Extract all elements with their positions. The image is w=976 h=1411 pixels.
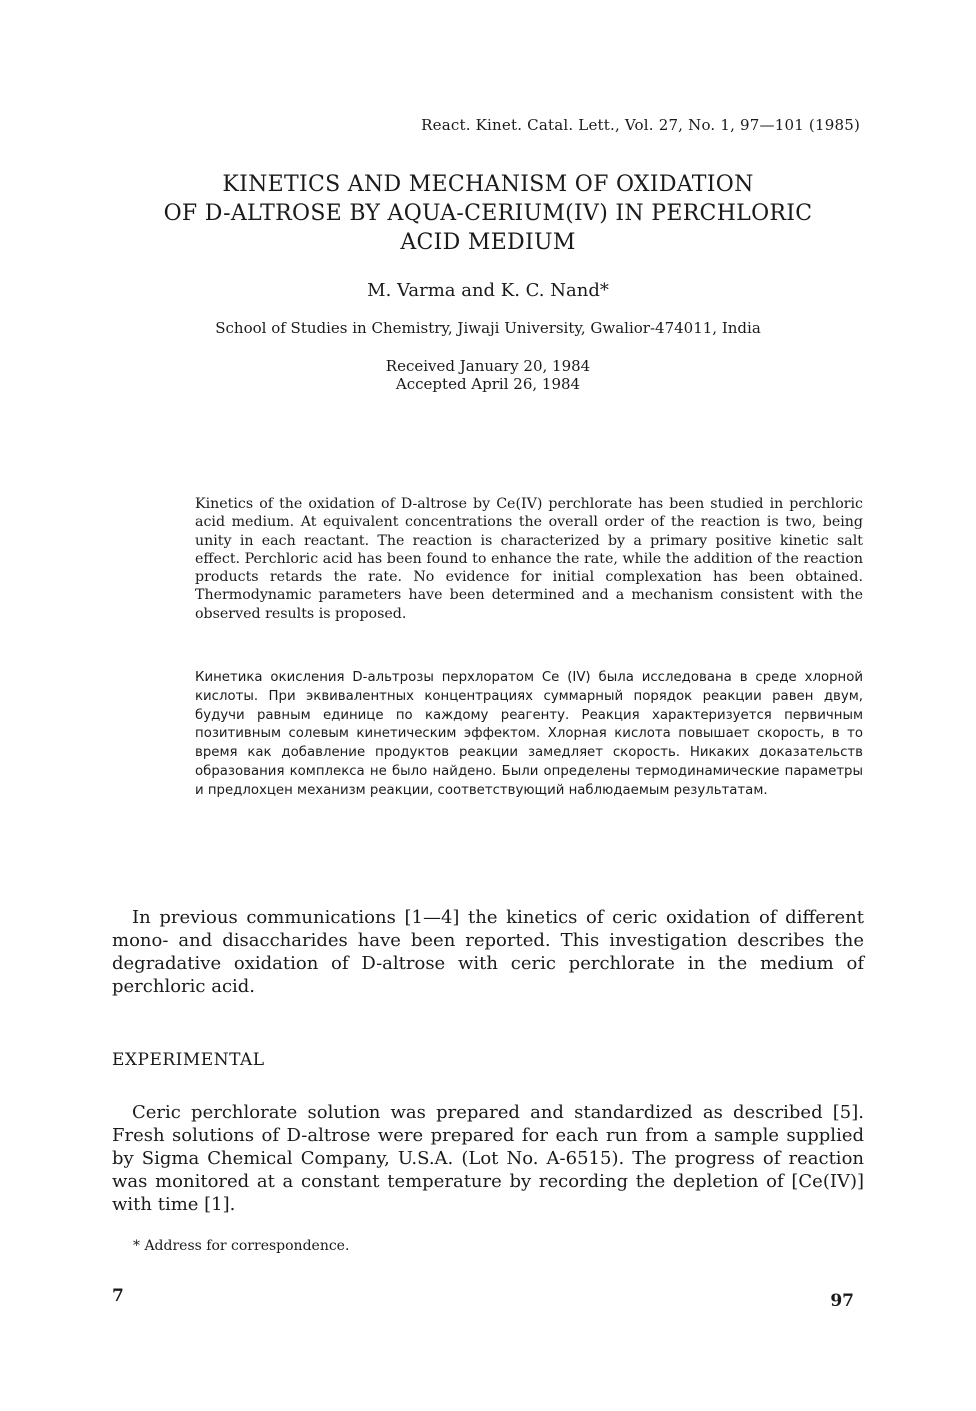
journal-reference: React. Kinet. Catal. Lett., Vol. 27, No. 1, 97—101 (1985) — [421, 116, 860, 134]
dates — [0, 357, 976, 393]
paper-title — [110, 170, 866, 257]
intro-paragraph: In previous communications [1—4] the kinetics of ceric oxidation of different mono- and disaccharides have been reported. This investigation describes the degradative oxidation of D-altrose with ceric perchlorate in the medium of perchloric acid. — [112, 907, 864, 997]
footnote: * Address for correspondence. — [133, 1238, 350, 1254]
signature-mark: 7 — [112, 1286, 124, 1306]
affiliation: School of Studies in Chemistry, Jiwaji University, Gwalior-474011, India — [215, 319, 761, 337]
authors: M. Varma and K. C. Nand* — [367, 280, 609, 301]
title-line-3: ACID MEDIUM — [400, 230, 576, 255]
title-line-2: OF D-ALTROSE BY AQUA-CERIUM(IV) IN PERCHLORIC — [163, 201, 813, 226]
section-heading: EXPERIMENTAL — [112, 1050, 265, 1070]
received-date: Received January 20, 1984 — [385, 357, 591, 375]
abstract-russian: Кинетика окисления D-альтрозы перхлоратом Ce (IV) была исследована в среде хлорной кислоты. При эквивалентных концентрациях суммарный порядок реакции равен двум, будучи равным единице по каждому реагенту. Реакция характеризуется первичным позитивным солевым кинетическим эффектом. Хлорная кислота повышает скорость, в то время как добавление продуктов реакции замедляет скорость. Никаких доказательств образования комплекса не было найдено. Были определены термодинамические параметры и предлохцен механизм реакции, соответствующий наблюдаемым результатам. — [195, 670, 863, 798]
experimental-paragraph: Ceric perchlorate solution was prepared and standardized as described [5]. Fresh solutions of D-altrose were prepared for each run from a sample supplied by Sigma Chemical Company, U.S.A. (Lot No. A-6515). The progress of reaction was monitored at a constant temperature by recording the depletion of [Ce(IV)] with time [1]. — [112, 1102, 864, 1215]
page-number: 97 — [830, 1291, 854, 1311]
title-line-1: KINETICS AND MECHANISM OF OXIDATION — [222, 172, 754, 197]
accepted-date: Accepted April 26, 1984 — [395, 375, 581, 393]
abstract-english: Kinetics of the oxidation of D-altrose by Ce(IV) perchlorate has been studied in perchloric acid medium. At equivalent concentrations the overall order of the reaction is two, being unity in each reactant. The reaction is characterized by a primary positive kinetic salt effect. Perchloric acid has been found to enhance the rate, while the addition of the reaction products retards the rate. No evidence for initial complexation has been obtained. Thermodynamic parameters have been determined and a mechanism consistent with the observed results is proposed. — [195, 496, 863, 622]
